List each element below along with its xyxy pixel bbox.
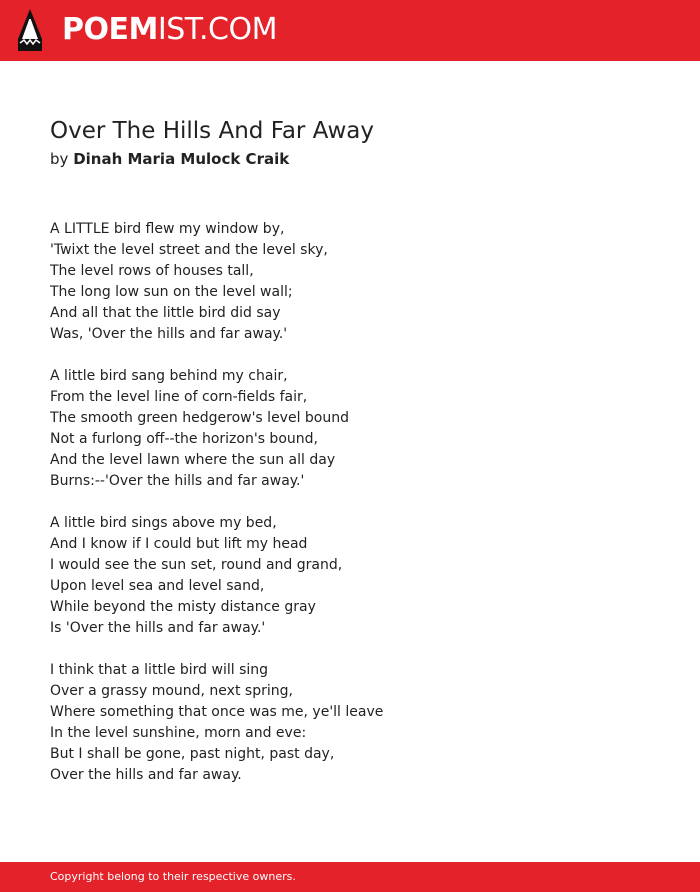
poem-line: Over a grassy mound, next spring, bbox=[50, 683, 293, 699]
by-label: by bbox=[50, 150, 69, 168]
poem-line: The smooth green hedgerow's level bound bbox=[50, 410, 350, 426]
poem-line: From the level line of corn-fields fair, bbox=[50, 389, 308, 405]
site-logo-link[interactable] bbox=[62, 12, 277, 48]
poem-line: But I shall be gone, past night, past day, bbox=[50, 746, 335, 762]
stanza bbox=[50, 366, 650, 492]
poem-line: Where something that once was me, ye'll leave bbox=[50, 704, 384, 720]
site-footer bbox=[0, 862, 700, 892]
poem-line: Not a furlong off--the horizon's bound, bbox=[50, 431, 318, 447]
site-header bbox=[0, 0, 700, 61]
stanza bbox=[50, 219, 650, 345]
poem-line: And all that the little bird did say bbox=[50, 305, 281, 321]
stanza bbox=[50, 660, 650, 786]
poem-line: I would see the sun set, round and grand, bbox=[50, 557, 343, 573]
poem-line: In the level sunshine, morn and eve: bbox=[50, 725, 307, 741]
poem-line: And I know if I could but lift my head bbox=[50, 536, 308, 552]
poem-line: A little bird sang behind my chair, bbox=[50, 368, 288, 384]
poem-line: Over the hills and far away. bbox=[50, 767, 242, 783]
poem-line: The level rows of houses tall, bbox=[50, 263, 254, 279]
poem-byline bbox=[50, 149, 289, 169]
poem-line: 'Twixt the level street and the level sky, bbox=[50, 242, 328, 258]
stanza bbox=[50, 513, 650, 639]
poem-line: Upon level sea and level sand, bbox=[50, 578, 265, 594]
poem-title: Over The Hills And Far Away bbox=[50, 118, 374, 144]
poem-line: Was, 'Over the hills and far away.' bbox=[50, 326, 288, 342]
logo-light-text: IST.COM bbox=[157, 12, 277, 47]
poem-line: Burns:--'Over the hills and far away.' bbox=[50, 473, 305, 489]
poem-line: While beyond the misty distance gray bbox=[50, 599, 316, 615]
pencil-icon bbox=[18, 9, 42, 51]
logo-bold-text: POEM bbox=[62, 12, 158, 47]
poem-body bbox=[50, 219, 650, 807]
poem-line: And the level lawn where the sun all day bbox=[50, 452, 336, 468]
poem-line: A little bird sings above my bed, bbox=[50, 515, 277, 531]
poem-line: A LITTLE bird flew my window by, bbox=[50, 221, 285, 237]
copyright-text: Copyright belong to their respective owners. bbox=[50, 870, 296, 883]
poem-line: Is 'Over the hills and far away.' bbox=[50, 620, 266, 636]
author-name: Dinah Maria Mulock Craik bbox=[73, 150, 290, 168]
poem-line: The long low sun on the level wall; bbox=[50, 284, 293, 300]
poem-line: I think that a little bird will sing bbox=[50, 662, 269, 678]
